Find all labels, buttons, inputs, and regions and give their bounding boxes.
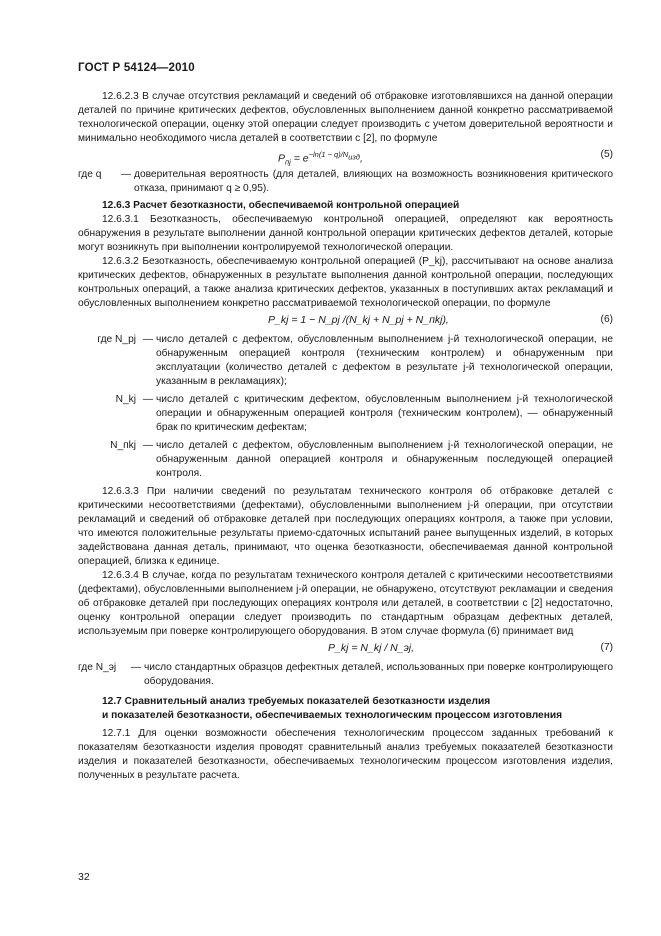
formula-7-number: (7) (600, 642, 613, 653)
definition-symbol: где q (78, 169, 102, 180)
formula-7 (78, 641, 613, 659)
formula-7-expression: P_kj = N_kj / N_эj, (328, 642, 414, 654)
definition-n-kj (78, 393, 613, 435)
paragraph-12-6-3-1: 12.6.3.1 Безотказность, обеспечиваемую контрольной операцией, определяют как вероятность обнаружения в результате выполнении данной контрольной операции критических дефектов деталей, которые могут возникнуть при выполнении контролируемой технологической операции. (78, 214, 613, 253)
definition-text: число стандартных образцов дефектных деталей, использованных при поверке контролирующего оборудования. (144, 662, 613, 687)
paragraph-12-7-1: 12.7.1 Для оценки возможности обеспечения технологическим процессом заданных требований к показателям безотказности изделия проводят сравнительный анализ требуемых показателей безотказности изделия и показателей безотказности, обеспечиваемых технологическим процессом изготовления изделия, полученных в результате расчета. (78, 728, 613, 781)
paragraph-12-6-3-2: 12.6.3.2 Безотказность, обеспечиваемую контрольной операцией (P_kj), рассчитывают на основе анализа критических дефектов, обнаруженных в результате выполнения данной контрольной операции, последующих контрольных операций, а также анализа критических дефектов, указанных в поступивших актах рекламаций и обусловленных выполнением конкретно рассматриваемой технологической операции, по формуле (78, 256, 613, 309)
definition-dash: — (130, 662, 142, 673)
formula-6-number: (6) (600, 314, 613, 325)
definition-dash: — (120, 169, 132, 180)
definition-symbol: N_пkj (110, 440, 136, 451)
definition-dash: — (142, 394, 154, 405)
definition-text: доверительная вероятность (для деталей, влияющих на возможность возникновения критического отказа, принимают q ≥ 0,95). (134, 169, 613, 194)
definition-text: число деталей с дефектом, обусловленным выполнением j-й технологической операции, не обнаруженным данной операцией контроля и обнаруженным последующей операцией контроля. (156, 440, 613, 479)
heading-12-7-line-2: и показателей безотказности, обеспечиваемых технологическим процессом изготовления (102, 710, 563, 721)
definition-n-pj (78, 333, 613, 389)
page-number: 32 (78, 871, 90, 883)
formula-5-expression: $P_{пj} = e^{-ln(1 - q)/N_{изд}}$, (278, 150, 363, 167)
formula-6-expression: P_kj = 1 − N_pj /(N_kj + N_pj + N_пkj), (268, 314, 449, 326)
definition-q (78, 168, 613, 196)
definition-dash: — (142, 440, 154, 451)
definition-dash: — (142, 334, 154, 345)
heading-12-6-3: 12.6.3 Расчет безотказности, обеспечиваемой контрольной операцией (102, 200, 460, 211)
formula-5 (78, 148, 613, 166)
paragraph-12-6-2-3: 12.6.2.3 В случае отсутствия рекламаций и сведений об отбраковке изготовлявшихся на данной операции деталей по причине критических дефектов, обусловленных выполнением данной конкретно рассматриваемой технологической операции, оценку этой операции следует производить с учетом доверительной вероятности и минимально необходимого числа деталей в соответствии с [2], по формуле (78, 91, 613, 144)
definition-n-pkj (78, 439, 613, 481)
definition-symbol: N_kj (115, 394, 136, 405)
definition-symbol: где N_pj (97, 334, 136, 345)
heading-12-7 (78, 695, 613, 723)
definition-text: число деталей с критическим дефектом, обусловленным выполнением j-й технологической операции и обнаруженным операцией контроля (техническим контролем), — обнаруженный брак по критическим дефектам; (156, 394, 613, 433)
definition-n-ej (78, 661, 613, 689)
formula-5-number: (5) (600, 149, 613, 160)
formula-6 (78, 313, 613, 331)
paragraph-12-6-3-4: 12.6.3.4 В случае, когда по результатам технического контроля деталей с критическими несоответствиями (дефектами), обусловленными выполнением j-й операции, не обнаружено, отсутствуют рекламации и сведения об отбраковке деталей при последующих операциях контроля или деталей, в соответствии с [2] недостаточно, оценку контрольной операции следует производить по стандартным образцам дефектных деталей, используемым при поверке контролирующего оборудования. В этом случае формула (6) принимает вид (78, 570, 613, 637)
heading-12-7-line-1: 12.7 Сравнительный анализ требуемых показателей безотказности изделия (102, 696, 491, 707)
page-body (78, 90, 613, 783)
document-header: ГОСТ Р 54124—2010 (78, 62, 195, 74)
definition-text: число деталей с дефектом, обусловленным выполнением j-й технологической операции, не обнаруженным операцией контроля (техническим контролем) и обнаруженным при эксплуатации (количество деталей с дефектом в результате j-й технологической операции, указанным в рекламациях); (156, 334, 613, 387)
paragraph-12-6-3-3: 12.6.3.3 При наличии сведений по результатам технического контроля об отбраковке деталей с критическими несоответствиями (дефектами), обусловленными выполнением j-й операции, при отсутствии рекламаций и сведений об отбраковке деталей при последующих операциях контроля, а также при условии, что имеются положительные результаты приемо-сдаточных испытаний ранее выпущенных изделий, в которых задействована данная деталь, принимают, что оценка безотказности, обеспечиваемая данной контрольной операцией, близка к единице. (78, 486, 613, 567)
definition-symbol: где N_эj (78, 662, 117, 673)
